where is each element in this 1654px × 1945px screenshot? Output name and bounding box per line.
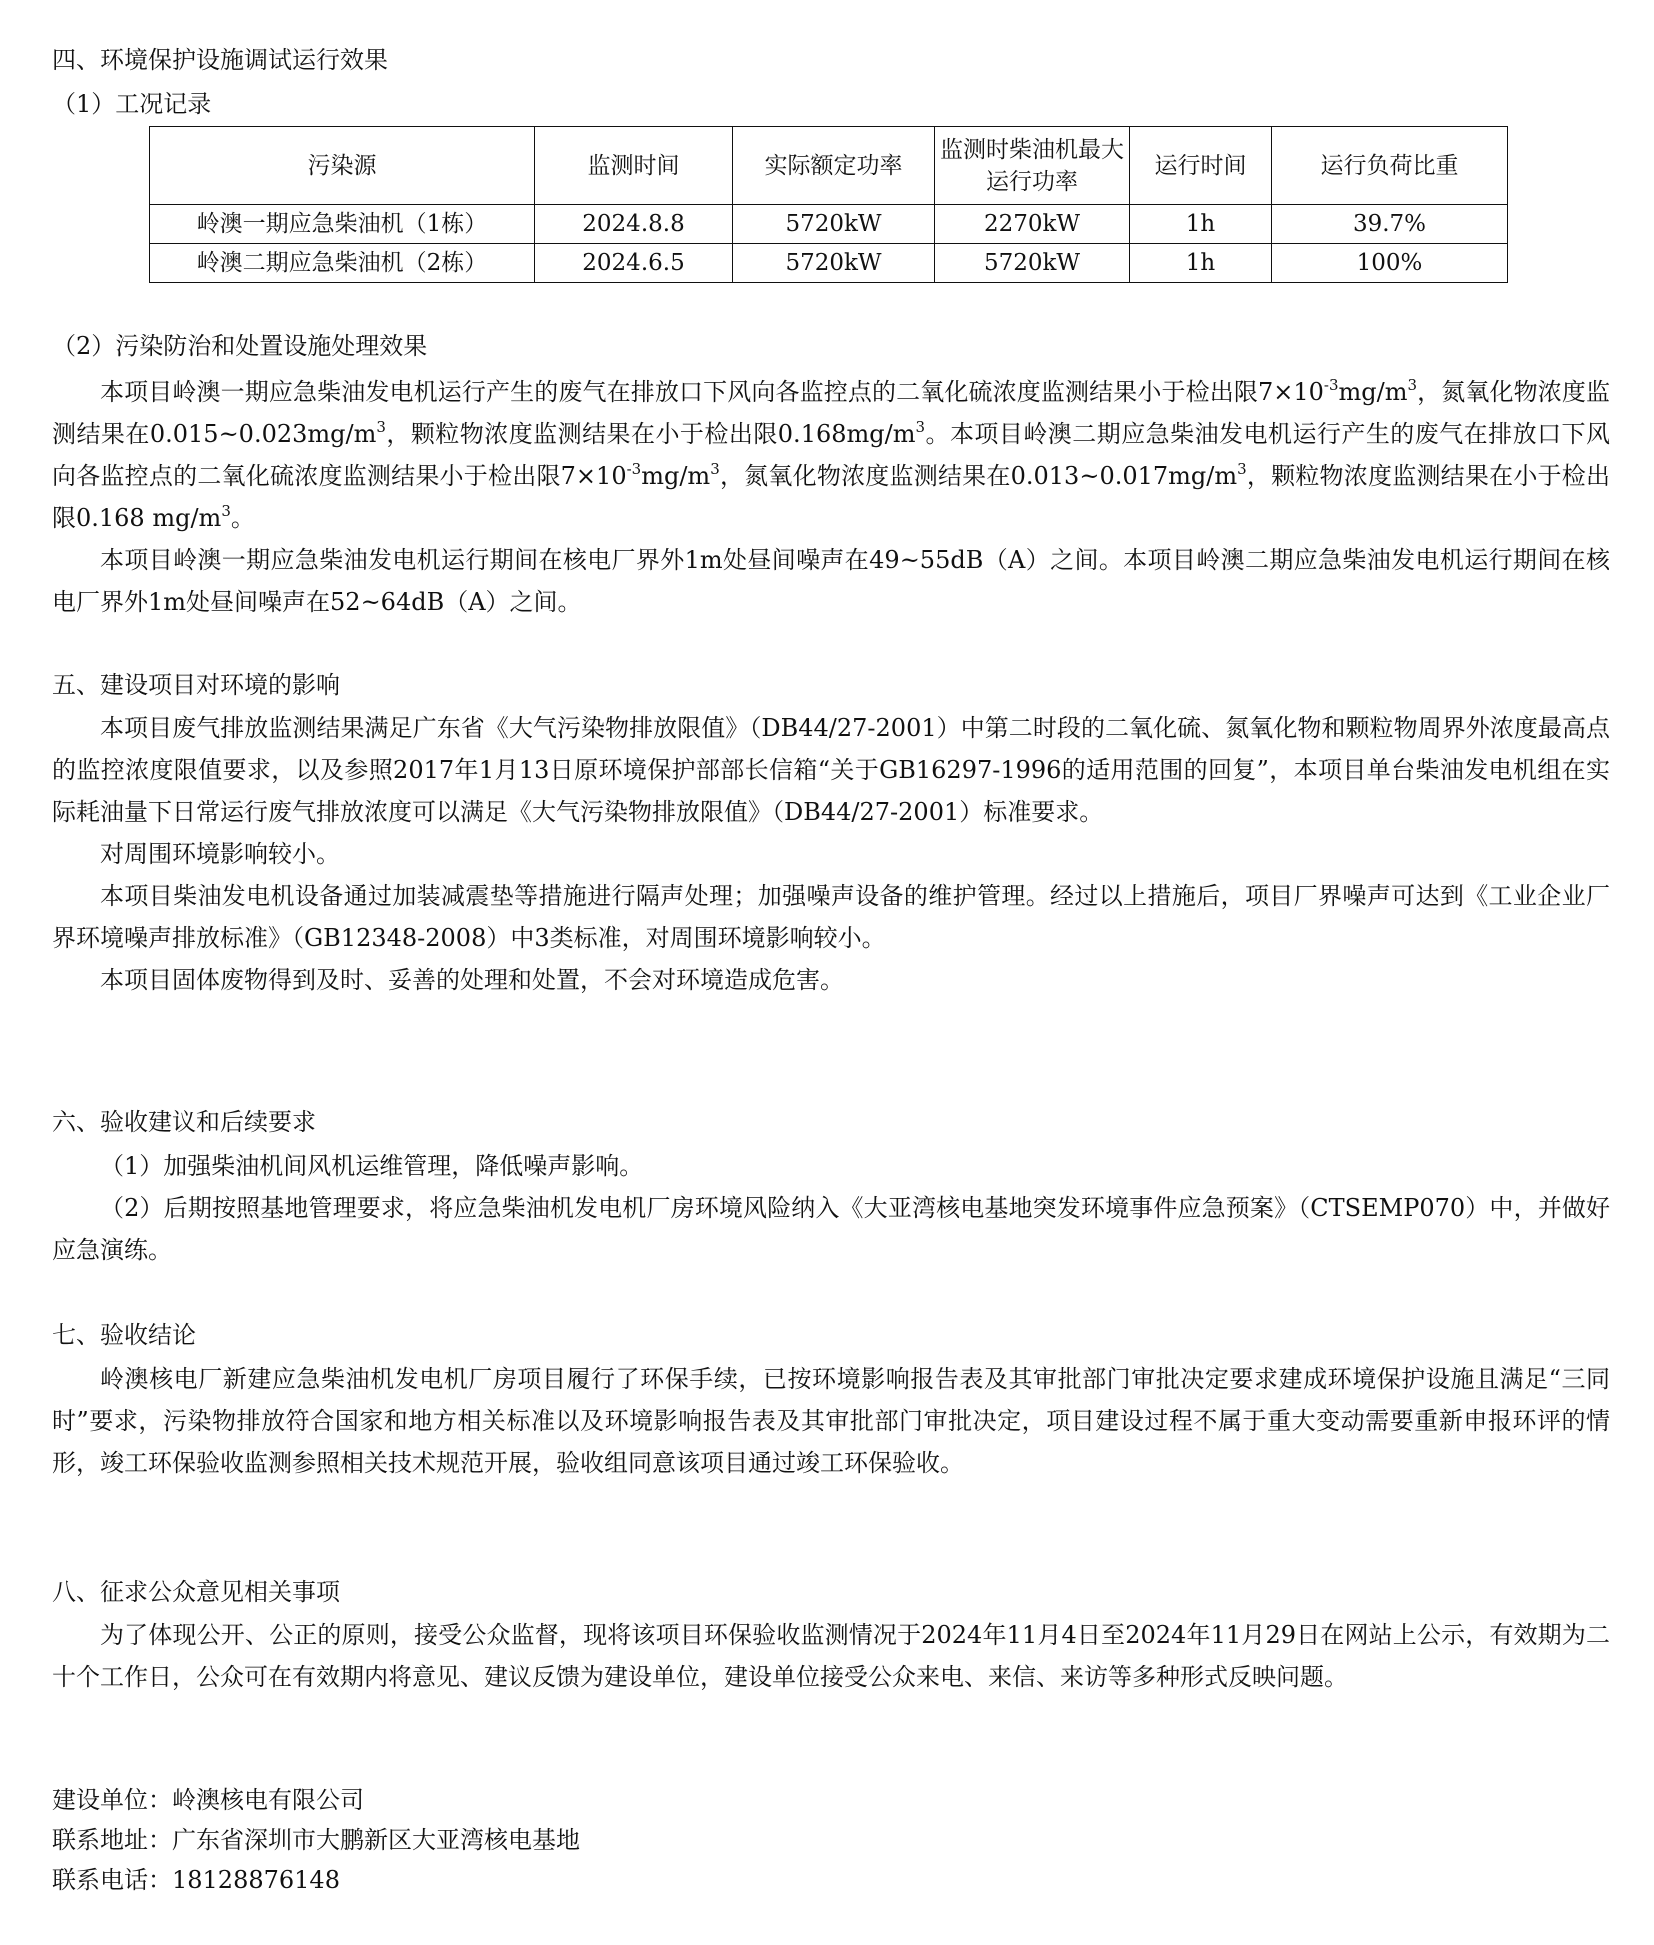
noise-paragraph: 本项目岭澳一期应急柴油发电机运行期间在核电厂界外1m处昼间噪声在49~55dB（A）之间。本项目岭澳二期应急柴油发电机运行期间在核电厂界外1m处昼间噪声在52~64dB（A）之间。 [52, 546, 1610, 616]
table-cell: 2024.6.5 [535, 244, 733, 283]
section6-heading: 六、验收建议和后续要求 [52, 1108, 316, 1136]
table-cell: 5720kW [935, 244, 1130, 283]
table-header-cell: 实际额定功率 [733, 127, 935, 205]
table-cell: 岭澳一期应急柴油机（1栋） [150, 205, 535, 244]
section7-body [52, 1358, 1610, 1484]
table-cell: 1h [1130, 244, 1272, 283]
paragraph: （2）后期按照基地管理要求，将应急柴油机发电机厂房环境风险纳入《大亚湾核电基地突发环境事件应急预案》（CTSEMP070）中，并做好应急演练。 [52, 1194, 1610, 1264]
table-header-cell: 监测时柴油机最大运行功率 [935, 127, 1130, 205]
section8-body [52, 1614, 1610, 1698]
section4-heading: 四、环境保护设施调试运行效果 [52, 46, 388, 74]
table-cell: 5720kW [733, 205, 935, 244]
paragraph: 岭澳核电厂新建应急柴油机发电机厂房项目履行了环保手续，已按环境影响报告表及其审批部门审批决定要求建成环境保护设施且满足“三同时”要求，污染物排放符合国家和地方相关标准以及环境影响报告表及其审批部门审批决定，项目建设过程不属于重大变动需要重新申报环评的情形，竣工环保验收监测参照相关技术规范开展，验收组同意该项目通过竣工环保验收。 [52, 1365, 1610, 1477]
table-cell: 39.7% [1272, 205, 1508, 244]
working-condition-table [149, 126, 1508, 283]
contact-phone: 联系电话：18128876148 [52, 1866, 340, 1894]
section5-heading: 五、建设项目对环境的影响 [52, 671, 340, 699]
contact-address: 联系地址：广东省深圳市大鹏新区大亚湾核电基地 [52, 1826, 580, 1854]
table-header-cell: 运行时间 [1130, 127, 1272, 205]
table-header-cell: 监测时间 [535, 127, 733, 205]
paragraph: 本项目柴油发电机设备通过加装减震垫等措施进行隔声处理；加强噪声设备的维护管理。经过以上措施后，项目厂界噪声可达到《工业企业厂界环境噪声排放标准》（GB12348-2008）中3类标准，对周围环境影响较小。 [52, 882, 1610, 952]
paragraph: 为了体现公开、公正的原则，接受公众监督，现将该项目环保验收监测情况于2024年11月4日至2024年11月29日在网站上公示，有效期为二十个工作日，公众可在有效期内将意见、建议反馈为建设单位，建设单位接受公众来电、来信、来访等多种形式反映问题。 [52, 1621, 1610, 1691]
table-cell: 5720kW [733, 244, 935, 283]
paragraph: （1）加强柴油机间风机运维管理，降低噪声影响。 [100, 1152, 644, 1180]
section6-body [52, 1145, 1610, 1271]
table-cell: 1h [1130, 205, 1272, 244]
section7-heading: 七、验收结论 [52, 1321, 196, 1349]
paragraph: 对周围环境影响较小。 [100, 840, 340, 868]
table-cell: 100% [1272, 244, 1508, 283]
table-row [150, 205, 1508, 244]
contact-block [52, 1780, 580, 1900]
section4-body [52, 371, 1610, 623]
section4-sub1: （1）工况记录 [52, 90, 212, 118]
paragraph: 本项目废气排放监测结果满足广东省《大气污染物排放限值》（DB44/27-2001）中第二时段的二氧化硫、氮氧化物和颗粒物周界外浓度最高点的监控浓度限值要求，以及参照2017年1月13日原环境保护部部长信箱“关于GB16297-1996的适用范围的回复”，本项目单台柴油发电机组在实际耗油量下日常运行废气排放浓度可以满足《大气污染物排放限值》（DB44/27-2001）标准要求。 [52, 714, 1610, 826]
section8-heading: 八、征求公众意见相关事项 [52, 1578, 340, 1606]
paragraph: 本项目固体废物得到及时、妥善的处理和处置，不会对环境造成危害。 [100, 966, 844, 994]
table-header-cell: 污染源 [150, 127, 535, 205]
table-cell: 2270kW [935, 205, 1130, 244]
table-cell: 岭澳二期应急柴油机（2栋） [150, 244, 535, 283]
section5-body [52, 707, 1610, 1001]
section4-sub2: （2）污染防治和处置设施处理效果 [52, 332, 428, 360]
table-header-cell: 运行负荷比重 [1272, 127, 1508, 205]
contact-unit: 建设单位：岭澳核电有限公司 [52, 1786, 364, 1814]
table-header-row [150, 127, 1508, 205]
table-cell: 2024.8.8 [535, 205, 733, 244]
emission-paragraph: 本项目岭澳一期应急柴油发电机运行产生的废气在排放口下风向各监控点的二氧化硫浓度监测结果小于检出限$7\times 10^{-3}mg/m^3$，氮氧化物浓度监测结果在$0.015\sim 0.023mg/m^3$，颗粒物浓度监测结果在小于检出限$0.168mg/m^3$。本项目岭澳二期应急柴油发电机运行产生的废气在排放口下风向各监控点的二氧化硫浓度监测结果小于检出限$7\times 10^{-3}mg/m^3$，氮氧化物浓度监测结果在$0.013\sim 0.017mg/m^3$，颗粒物浓度监测结果在小于检出限0.168 $mg/m^3$。 [52, 376, 1611, 532]
table-row [150, 244, 1508, 283]
